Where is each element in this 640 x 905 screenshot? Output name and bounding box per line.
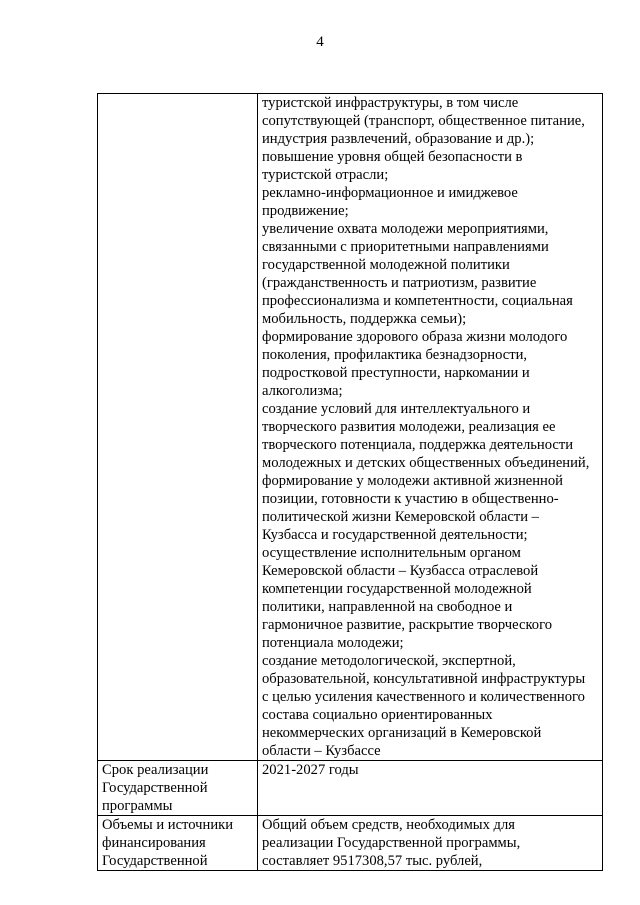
text-line: Объемы и источники <box>102 817 234 833</box>
text-line: образовательной, консультативной инфраструктуры <box>262 671 586 687</box>
text-line: создание методологической, экспертной, <box>262 653 516 669</box>
text-line: компетенции государственной молодежной <box>262 581 532 597</box>
text-line: 2021-2027 годы <box>262 762 359 778</box>
page-number: 4 <box>316 34 324 50</box>
text-line: рекламно-информационное и имиджевое <box>262 185 518 201</box>
text-line: гармоничное развитие, раскрытие творческого <box>262 617 553 633</box>
text-line: продвижение; <box>262 203 349 219</box>
text-line: туристской отрасли; <box>262 167 389 183</box>
text-line: позиции, готовности к участию в общественно- <box>262 491 559 507</box>
text-line: мобильность, поддержка семьи); <box>262 311 467 327</box>
text-line: потенциала молодежи; <box>262 635 404 651</box>
text-line: создание условий для интеллектуального и <box>262 401 531 417</box>
text-line: молодежных и детских общественных объединений, <box>262 455 590 471</box>
text-line: формирование здорового образа жизни молодого <box>262 329 568 345</box>
text-line: индустрия развлечений, образование и др.); <box>262 131 535 147</box>
text-line: увеличение охвата молодежи мероприятиями, <box>262 221 549 237</box>
text-line: составляет 9517308,57 тыс. рублей, <box>262 853 483 869</box>
text-line: области – Кузбассе <box>262 743 381 759</box>
text-line: алкоголизма; <box>262 383 343 399</box>
text-line: Государственной <box>102 853 208 869</box>
text-line: формирование у молодежи активной жизненной <box>262 473 563 489</box>
text-line: Кемеровской области – Кузбасса отраслевой <box>262 563 539 579</box>
table-row-implementation-period <box>98 761 603 816</box>
text-line: профессионализма и компетентности, социальная <box>262 293 573 309</box>
text-line: творческого развития молодежи, реализация ее <box>262 419 556 435</box>
text-line: связанными с приоритетными направлениями <box>262 239 549 255</box>
text-line: подростковой преступности, наркомании и <box>262 365 530 381</box>
text-line: государственной молодежной политики <box>262 257 510 273</box>
text-line: политической жизни Кемеровской области – <box>262 509 539 525</box>
text-line: финансирования <box>102 835 206 851</box>
text-line: Кузбасса и государственной деятельности; <box>262 527 528 543</box>
text-line: Срок реализации <box>102 762 209 778</box>
text-line: творческого потенциала, поддержка деятельности <box>262 437 574 453</box>
text-line: Общий объем средств, необходимых для <box>262 817 515 833</box>
text-line: политики, направленной на свободное и <box>262 599 513 615</box>
text-line: осуществление исполнительным органом <box>262 545 521 561</box>
row-value-cell <box>258 761 603 816</box>
text-line: реализации Государственной программы, <box>262 835 521 851</box>
text-line: сопутствующей (транспорт, общественное питание, <box>262 113 585 129</box>
table-row-funding <box>98 816 603 871</box>
table-row-objectives <box>98 94 603 761</box>
text-line: состава социально ориентированных <box>262 707 493 723</box>
row-value-cell <box>258 94 603 761</box>
text-line: с целью усиления качественного и количественного <box>262 689 585 705</box>
program-passport-table <box>97 93 603 871</box>
text-line: Государственной <box>102 780 208 796</box>
text-line: программы <box>102 798 173 814</box>
row-label-cell <box>98 94 258 761</box>
text-line: (гражданственность и патриотизм, развитие <box>262 275 537 291</box>
row-label-cell <box>98 761 258 816</box>
text-line: поколения, профилактика безнадзорности, <box>262 347 528 363</box>
text-line: повышение уровня общей безопасности в <box>262 149 523 165</box>
row-value-cell <box>258 816 603 871</box>
text-line: туристской инфраструктуры, в том числе <box>262 95 519 111</box>
row-label-cell <box>98 816 258 871</box>
text-line: некоммерческих организаций в Кемеровской <box>262 725 542 741</box>
